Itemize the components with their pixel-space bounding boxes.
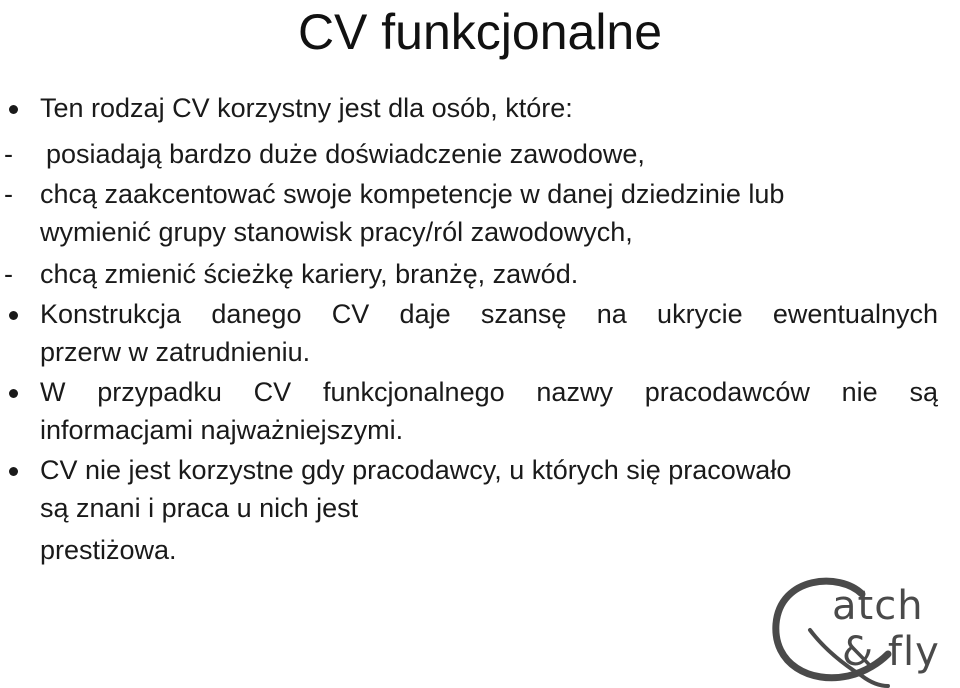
- text-line: wymienić grupy stanowisk pracy/ról zawodowych,: [40, 217, 633, 247]
- text-line: chcą zaakcentować swoje kompetencje w danej dziedzinie lub: [40, 179, 785, 209]
- bullet-dot: [9, 105, 18, 114]
- text-line: posiadają bardzo duże doświadczenie zawodowe,: [46, 139, 645, 169]
- text-line: Ten rodzaj CV korzystny jest dla osób, które:: [40, 93, 573, 123]
- text-line: są znani i praca u nich jest: [40, 493, 359, 523]
- catch-and-fly-logo: [770, 572, 960, 688]
- text-line: prestiżowa.: [40, 535, 177, 565]
- slide-title: CV funkcjonalne: [297, 4, 663, 60]
- text-line: W przypadku CV funkcjonalnego nazwy pracodawców nie są: [40, 377, 938, 407]
- logo-text-bottom: & fly: [842, 629, 940, 675]
- bullet-dot: [9, 467, 18, 476]
- text-line: CV nie jest korzystne gdy pracodawcy, u których się pracowało: [40, 455, 792, 485]
- text-line: informacjami najważniejszymi.: [40, 415, 404, 445]
- dash-marker: -: [4, 259, 13, 289]
- bullet-dot: [9, 311, 18, 320]
- text-line: chcą zmienić ścieżkę kariery, branżę, zawód.: [40, 259, 579, 289]
- bullet-dot: [9, 389, 18, 398]
- text-line: przerw w zatrudnieniu.: [40, 337, 311, 367]
- text-line: Konstrukcja danego CV daje szansę na ukrycie ewentualnych: [40, 299, 938, 329]
- logo-text-top: atch: [832, 583, 924, 629]
- dash-marker: -: [4, 179, 13, 209]
- dash-marker: -: [4, 139, 13, 169]
